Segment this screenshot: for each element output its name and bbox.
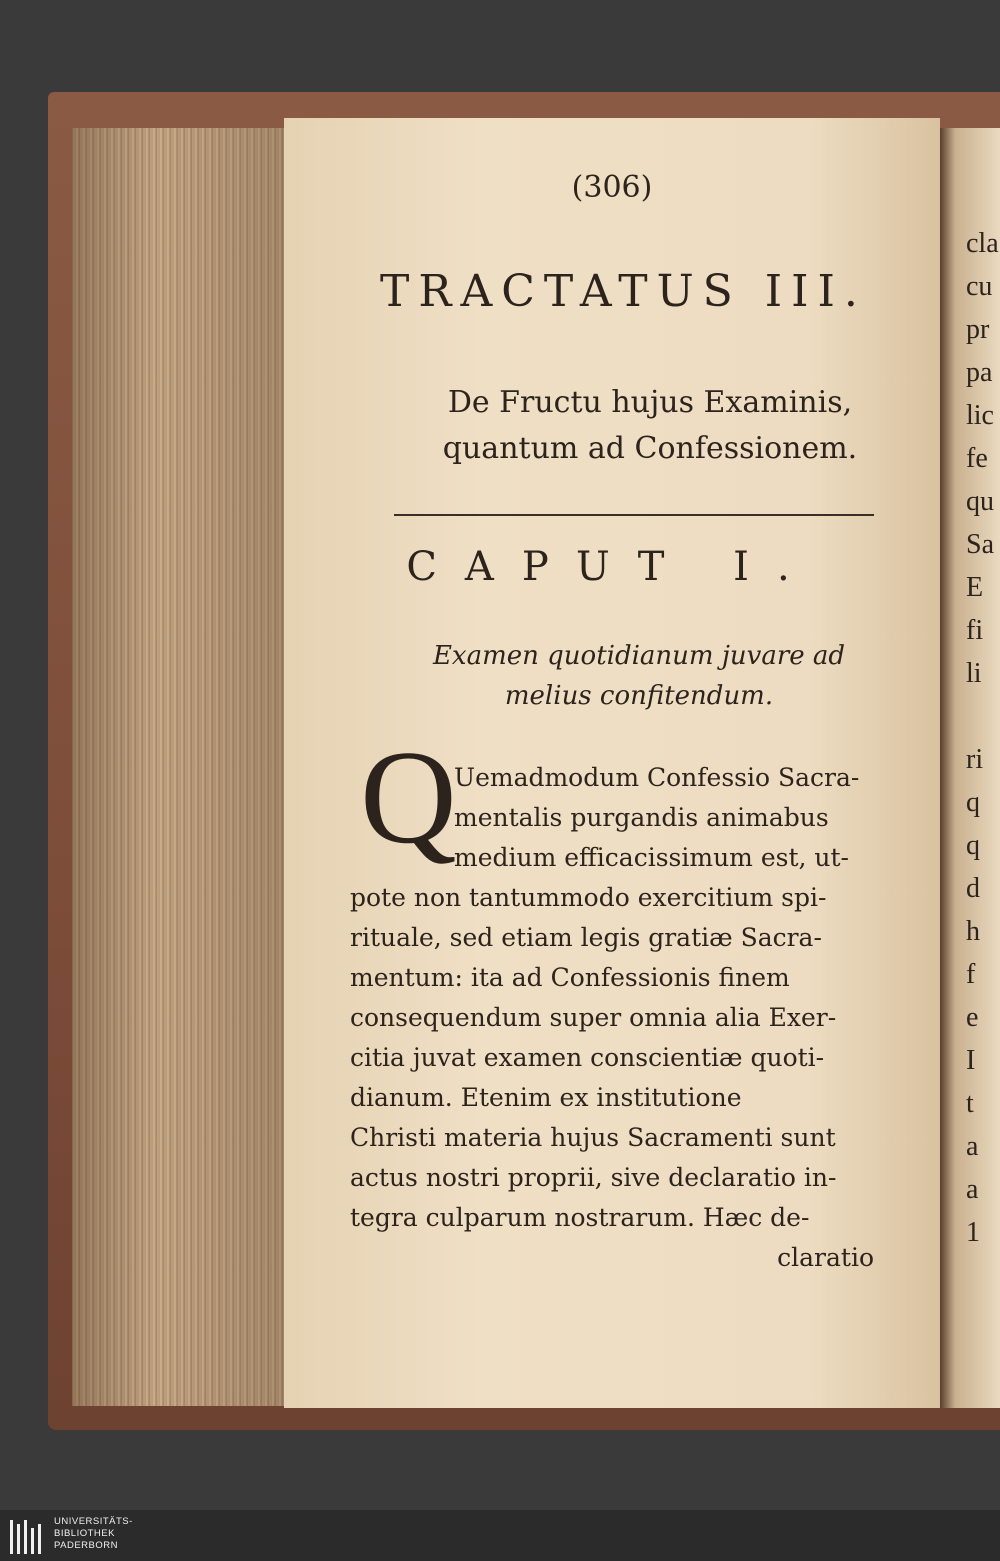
next-page-fragment: qu [966,486,994,517]
next-page-fragments [966,222,1000,1254]
next-page-fragment: f [966,959,976,990]
page-edges [72,128,284,1406]
next-page-fragment: q [966,787,980,818]
next-page-fragment: 1 [966,1217,980,1248]
body-line: Uemadmodum Confessio Sacra- [454,763,860,792]
library-footer [0,1510,1000,1561]
body-line: Christi materia hujus Sacramenti sunt [350,1123,836,1152]
library-name-line: BIBLIOTHEK [54,1528,115,1539]
next-page-fragment: e [966,1002,979,1033]
next-page-fragment: cu [966,271,993,302]
body-line: mentum: ita ad Confessionis finem [350,963,790,992]
body-line: pote non tantummodo exercitium spi- [350,883,827,912]
divider-rule [394,514,874,516]
page-number: (306) [571,170,653,205]
body-text [350,758,880,1278]
book-page [284,118,940,1408]
library-logo-icon [8,1514,48,1558]
body-line: rituale, sed etiam legis gratiæ Sacra- [350,923,822,952]
body-line: medium efficacissimum est, ut- [454,843,849,872]
library-name [54,1516,133,1552]
chapter-subtitle [404,636,874,716]
next-page-fragment: ri [966,744,984,775]
chapter-title: CAPUT I. [406,544,818,590]
body-line: dianum. Etenim ex institutione [350,1083,742,1112]
next-page-fragment [966,695,1000,738]
next-page-fragment: pr [966,314,990,345]
next-page-fragment: li [966,658,982,689]
next-page-fragment: h [966,916,980,947]
next-page-fragment: a [966,1131,979,1162]
library-name-line: UNIVERSITÄTS- [54,1516,133,1527]
treatise-subtitle-line: quantum ad Confessionem. [442,431,858,466]
body-line: actus nostri proprii, sive declaratio in- [350,1163,837,1192]
chapter-subtitle-line: melius confitendum. [504,681,774,711]
library-name-line: PADERBORN [54,1540,118,1551]
drop-cap: Q [360,723,457,871]
next-page-fragment: Sa [966,529,994,560]
next-page-fragment: lic [966,400,994,431]
body-line: consequendum super omnia alia Exer- [350,1003,837,1032]
next-page-fragment: t [966,1088,974,1119]
next-page-fragment: a [966,1174,979,1205]
next-page-fragment: fe [966,443,988,474]
body-line: mentalis purgandis animabus [454,803,829,832]
treatise-title: TRACTATUS III. [380,266,867,317]
next-page-fragment: d [966,873,980,904]
chapter-subtitle-line: Examen quotidianum juvare ad [432,641,846,671]
body-line: tegra culparum nostrarum. Hæc de- [350,1203,810,1232]
catchword: claratio [777,1243,874,1272]
treatise-subtitle [380,380,920,472]
body-line: citia juvat examen conscientiæ quoti- [350,1043,825,1072]
treatise-subtitle-line: De Fructu hujus Examinis, [447,385,853,420]
next-page-fragment: I [966,1045,976,1076]
next-page-fragment: q [966,830,980,861]
next-page-fragment: fi [966,615,984,646]
next-page-fragment: pa [966,357,993,388]
next-page-fragment: cla [966,228,999,259]
next-page-fragment: E [966,572,984,603]
